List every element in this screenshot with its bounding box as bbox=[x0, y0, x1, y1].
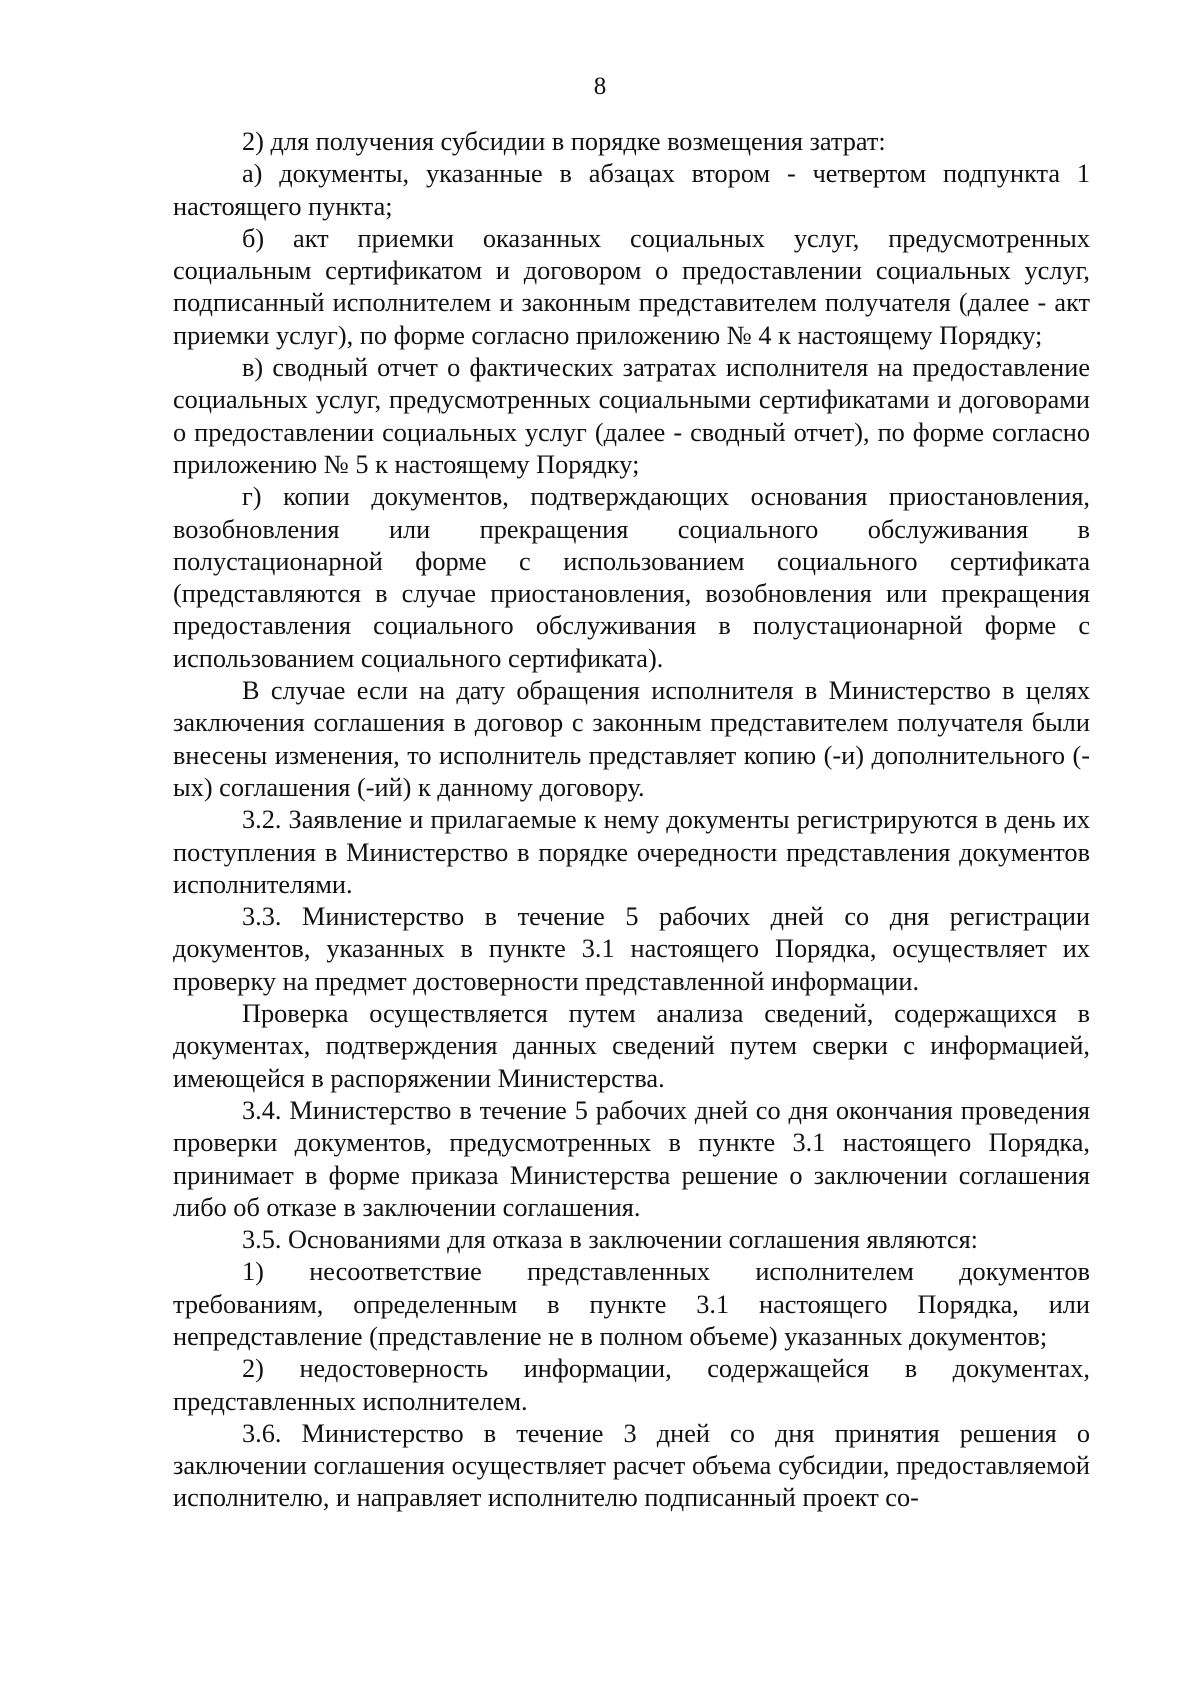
page-number: 8 bbox=[593, 73, 607, 100]
paragraph-3-3: 3.3. Министерство в течение 5 рабочих дней со дня регистрации документов, указанных в пункте 3.1 настоящего Порядка, осуществляет их проверку на предмет достоверности представленной информации. bbox=[173, 902, 1090, 996]
paragraph-item-a: а) документы, указанные в абзацах втором - четвертом подпункта 1 настоящего пункта; bbox=[173, 159, 1090, 221]
paragraph-item-v: в) сводный отчет о фактических затратах исполнителя на предоставление социальных услуг, предусмотренных социальными сертификатами и договорами о предоставлении социальных услуг (далее - сводный отчет), по форме согласно приложению № 5 к настоящему Порядку; bbox=[173, 353, 1090, 479]
paragraph-3-2: 3.2. Заявление и прилагаемые к нему документы регистрируются в день их поступления в Министерство в порядке очередности представления документов исполнителями. bbox=[173, 805, 1090, 899]
document-body bbox=[173, 126, 1090, 1515]
paragraph-refusal-ground-2: 2) недостоверность информации, содержащейся в документах, представленных исполнителем. bbox=[173, 1354, 1090, 1416]
paragraph-verification: Проверка осуществляется путем анализа сведений, содержащихся в документах, подтверждения данных сведений путем сверки с информацией, имеющейся в распоряжении Министерства. bbox=[173, 999, 1090, 1093]
paragraph-3-6: 3.6. Министерство в течение 3 дней со дня принятия решения о заключении соглашения осуществляет расчет объема субсидии, предоставляемой исполнителю, и направляет исполнителю подписанный проект со- bbox=[173, 1418, 1090, 1513]
paragraph-item-b: б) акт приемки оказанных социальных услуг, предусмотренных социальным сертификатом и договором о предоставлении социальных услуг, подписанный исполнителем и законным представителем получателя (далее - акт приемки услуг), по форме согласно приложению № 4 к настоящему Порядку; bbox=[173, 223, 1090, 350]
paragraph-contract-changes: В случае если на дату обращения исполнителя в Министерство в целях заключения соглашения в договор с законным представителем получателя были внесены изменения, то исполнитель представляет копию (-и) дополнительного (-ых) соглашения (-ий) к данному договору. bbox=[173, 676, 1090, 802]
paragraph-item-g: г) копии документов, подтверждающих основания приостановления, возобновления или прекращения социального обслуживания в полустационарной форме с использованием социального сертификата (представляются в случае приостановления, возобновления или прекращения предоставления социального обслуживания в полустационарной форме с использованием социального сертификата). bbox=[173, 482, 1090, 673]
paragraph-refusal-ground-1: 1) несоответствие представленных исполнителем документов требованиям, определенным в пункте 3.1 настоящего Порядка, или непредставление (представление не в полном объеме) указанных документов; bbox=[173, 1257, 1090, 1351]
paragraph-3-5: 3.5. Основаниями для отказа в заключении соглашения являются: bbox=[242, 1225, 978, 1255]
paragraph-3-4: 3.4. Министерство в течение 5 рабочих дней со дня окончания проведения проверки документов, предусмотренных в пункте 3.1 настоящего Порядка, принимает в форме приказа Министерства решение о заключении соглашения либо об отказе в заключении соглашения. bbox=[173, 1095, 1090, 1222]
paragraph-reimbursement-intro: 2) для получения субсидии в порядке возмещения затрат: bbox=[242, 127, 886, 156]
